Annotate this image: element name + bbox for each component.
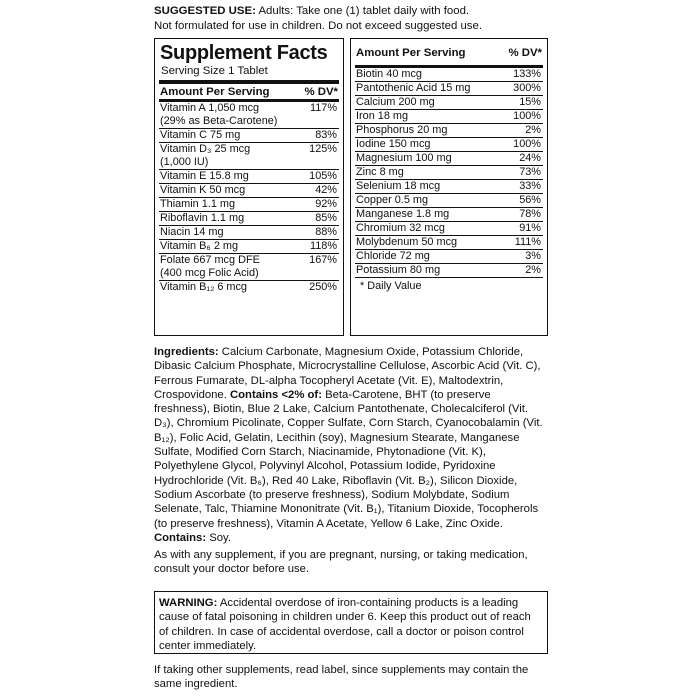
right-nutrient-rows [355, 67, 543, 277]
suggested-use-line2: Not formulated for use in children. Do not exceed suggested use. [154, 19, 482, 32]
nutrient-name [159, 129, 297, 142]
nutrient-name [159, 102, 297, 128]
nutrient-dv: 118% [309, 240, 337, 252]
nutrient-amount: Vitamin E 15.8 mg [160, 170, 249, 182]
nutrient-dv: 125% [309, 143, 337, 155]
nutrient-subnote: (400 mcg Folic Acid) [160, 267, 259, 279]
right-table-header [351, 39, 547, 65]
nutrient-row [159, 280, 339, 294]
nutrient-amount: Iron 18 mg [356, 110, 409, 122]
nutrient-row [355, 151, 543, 165]
supplement-facts-right-panel [350, 38, 548, 336]
nutrient-row [355, 263, 543, 277]
nutrient-name [355, 82, 501, 95]
nutrient-amount: Folate 667 mcg DFE [160, 254, 260, 266]
nutrient-amount: Biotin 40 mcg [356, 68, 422, 80]
other-supplements-note: If taking other supplements, read label, since supplements may contain the same ingredient. [154, 664, 529, 691]
nutrient-dv: 15% [519, 96, 541, 108]
supplement-facts-title: Supplement Facts [160, 42, 328, 64]
nutrient-row [159, 142, 339, 169]
nutrient-dv: 105% [309, 170, 337, 182]
nutrient-dv: 91% [519, 222, 541, 234]
nutrient-dv: 117% [309, 102, 337, 114]
left-table-header [155, 84, 343, 99]
nutrient-row [355, 221, 543, 235]
nutrient-name [355, 222, 501, 235]
nutrient-amount: Copper 0.5 mg [356, 194, 429, 206]
nutrient-dv: 33% [519, 180, 541, 192]
suggested-use-line1: Adults: Take one (1) tablet daily with food. [258, 5, 470, 17]
nutrient-amount: Phosphorus 20 mg [356, 124, 448, 136]
left-nutrient-rows [159, 101, 339, 294]
nutrient-amount: Thiamin 1.1 mg [160, 198, 236, 210]
nutrient-row [355, 95, 543, 109]
suggested-use-label: SUGGESTED USE: [154, 5, 256, 17]
nutrient-row [355, 207, 543, 221]
nutrient-amount: Chloride 72 mg [356, 250, 430, 262]
nutrient-row [355, 235, 543, 249]
nutrient-amount: Molybdenum 50 mcg [356, 236, 458, 248]
nutrient-dv: 88% [315, 226, 337, 238]
nutrient-amount: Iodine 150 mcg [356, 138, 431, 150]
nutrient-name [355, 68, 501, 81]
nutrient-dv: 100% [513, 110, 541, 122]
nutrient-dv: 133% [513, 68, 541, 80]
nutrient-dv: 78% [519, 208, 541, 220]
nutrient-dv: 300% [513, 82, 541, 94]
header-amount: Amount Per Serving [356, 47, 466, 59]
ingredients-label: Ingredients: [154, 346, 219, 358]
suggested-use [154, 4, 548, 33]
nutrient-name [159, 170, 297, 183]
nutrient-name [355, 250, 501, 263]
nutrient-amount: Pantothenic Acid 15 mg [356, 82, 471, 94]
header-dv: % DV* [304, 86, 338, 98]
nutrient-dv: 56% [519, 194, 541, 206]
nutrient-name [355, 194, 501, 207]
nutrient-amount: Magnesium 100 mg [356, 152, 452, 164]
nutrient-row [159, 225, 339, 239]
nutrient-row [355, 193, 543, 207]
nutrient-row [159, 253, 339, 280]
nutrient-amount: Riboflavin 1.1 mg [160, 212, 245, 224]
nutrient-row [355, 249, 543, 263]
header-dv: % DV* [508, 47, 542, 59]
nutrient-name [355, 124, 501, 137]
nutrient-name [159, 240, 297, 253]
nutrient-amount: Vitamin A 1,050 mcg [160, 102, 260, 114]
nutrient-amount: Zinc 8 mg [356, 166, 404, 178]
nutrient-name [355, 152, 501, 165]
nutrient-amount: Vitamin D₃ 25 mcg [160, 143, 251, 155]
nutrient-dv: 250% [309, 281, 337, 293]
nutrient-dv: 73% [519, 166, 541, 178]
nutrient-name [355, 208, 501, 221]
nutrient-row [355, 67, 543, 81]
nutrient-name [159, 143, 297, 169]
nutrient-amount: Vitamin C 75 mg [160, 129, 241, 141]
ingredients-paragraph [154, 345, 548, 545]
nutrient-dv: 111% [514, 236, 541, 248]
nutrient-name [355, 166, 501, 179]
nutrient-row [159, 239, 339, 253]
daily-value-footnote: * Daily Value [355, 277, 543, 292]
nutrient-dv: 100% [513, 138, 541, 150]
nutrient-dv: 85% [315, 212, 337, 224]
nutrient-name [355, 236, 501, 249]
nutrient-row [355, 109, 543, 123]
nutrient-name [355, 138, 501, 151]
nutrient-name [159, 226, 297, 239]
ingredients-text-2: Beta-Carotene, BHT (to preserve freshness), Biotin, Blue 2 Lake, Calcium Pantothenate, Cholecalciferol (Vit. D₃), Chromium Picolinate, Copper Sulfate, Corn Starch, Cyanocobalamin (Vit. B₁₂), Folic Acid, Gelatin, Lecithin (soy), Magnesium Stearate, Manganese Sulfate, Modified Corn Starch, Niacinamide, Phytonadione (Vit. K), Polyethylene Glycol, Polyvinyl Alcohol, Potassium Iodide, Pyridoxine Hydrochloride (Vit. B₆), Red 40 Lake, Riboflavin (Vit. B₂), Silicon Dioxide, Sodium Ascorbate (to preserve freshness), Sodium Molybdate, Sodium Selenate, Talc, Thiamine Mononitrate (Vit. B₁), Titanium Dioxide, Tocopherols (to preserve freshness), Vitamin A Acetate, Yellow 6 Lake, Zinc Oxide. [154, 388, 543, 530]
nutrient-dv: 2% [525, 124, 541, 136]
nutrient-row [159, 183, 339, 197]
nutrient-dv: 24% [519, 152, 541, 164]
nutrient-dv: 2% [525, 264, 541, 276]
contains-less-label: Contains <2% of: [230, 388, 322, 401]
nutrient-name [355, 180, 501, 193]
nutrient-dv: 167% [309, 254, 337, 266]
nutrient-name [355, 96, 501, 109]
nutrient-subnote: (1,000 IU) [160, 156, 209, 168]
nutrient-amount: Vitamin B₁₂ 6 mcg [160, 281, 247, 293]
nutrient-row [355, 179, 543, 193]
nutrient-row [159, 169, 339, 183]
nutrient-row [355, 123, 543, 137]
nutrient-name [159, 281, 297, 294]
nutrient-dv: 3% [525, 250, 541, 262]
warning-box [154, 591, 548, 654]
nutrient-row [159, 128, 339, 142]
header-amount: Amount Per Serving [160, 86, 270, 98]
serving-size: Serving Size 1 Tablet [161, 65, 268, 77]
nutrient-amount: Selenium 18 mcg [356, 180, 441, 192]
nutrient-row [355, 81, 543, 95]
nutrient-dv: 42% [315, 184, 337, 196]
nutrient-name [159, 198, 297, 211]
nutrient-dv: 92% [315, 198, 337, 210]
ingredients-text-1: Calcium Carbonate, Magnesium Oxide, Potassium Chloride, Dibasic Calcium Phosphate, Microcrystalline Cellulose, Ascorbic Acid (Vit. C), Ferrous Fumarate, DL-alpha Tocopheryl Acetate (Vit. E), Maltodextrin, Crospovidone. [154, 346, 541, 401]
nutrient-name [355, 110, 501, 123]
nutrient-amount: Vitamin K 50 mcg [160, 184, 246, 196]
warning-text: Accidental overdose of iron-containing products is a leading cause of fatal poisoning in children under 6. Keep this product out of reach of children. In case of accidental overdose, call a doctor or poison control center immediately. [159, 597, 531, 652]
nutrient-name [159, 212, 297, 225]
nutrient-name [355, 264, 501, 277]
nutrient-row [355, 137, 543, 151]
nutrient-amount: Potassium 80 mg [356, 264, 441, 276]
nutrient-amount: Manganese 1.8 mg [356, 208, 450, 220]
nutrient-name [159, 184, 297, 197]
nutrient-dv: 83% [315, 129, 337, 141]
nutrient-amount: Calcium 200 mg [356, 96, 435, 108]
supplement-facts-left-panel [154, 38, 344, 336]
nutrient-row [159, 211, 339, 225]
nutrient-subnote: (29% as Beta-Carotene) [160, 115, 278, 127]
warning-label: WARNING: [159, 597, 218, 609]
contains-label: Contains: [154, 531, 207, 544]
nutrient-amount: Vitamin B₆ 2 mg [160, 240, 239, 252]
caution-paragraph: As with any supplement, if you are pregnant, nursing, or taking medication, consult your doctor before use. [154, 549, 528, 576]
nutrient-row [159, 197, 339, 211]
nutrient-row [355, 165, 543, 179]
contains-text: Soy. [209, 531, 232, 544]
nutrient-amount: Chromium 32 mcg [356, 222, 445, 234]
nutrient-row [159, 101, 339, 128]
nutrient-amount: Niacin 14 mg [160, 226, 224, 238]
nutrient-name [159, 254, 297, 280]
